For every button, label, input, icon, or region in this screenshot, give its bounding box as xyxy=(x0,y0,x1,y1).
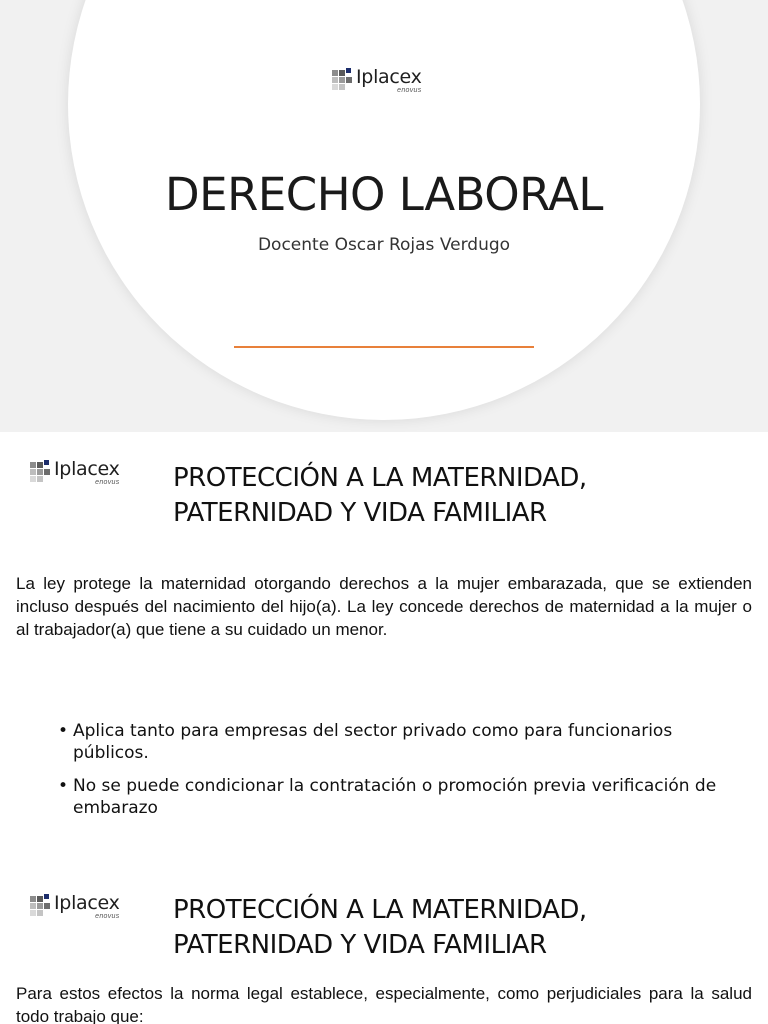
intro-paragraph: La ley protege la maternidad otorgando derechos a la mujer embarazada, que se extienden incluso después del nacimiento del hijo(a). La ley concede derechos de maternidad a la mujer o al trabajador(a) que tiene a su cuidado un menor. xyxy=(16,574,752,639)
pixel-grid-logo-icon xyxy=(332,70,354,90)
logo-tagline: enovus xyxy=(95,913,120,920)
slide-title xyxy=(173,893,587,963)
slide-title xyxy=(173,461,587,531)
maternity-protection-slide xyxy=(0,432,768,862)
logo-name: Iplacex xyxy=(54,458,120,480)
bullet-item: • Aplica tanto para empresas del sector privado como para funcionarios públicos. xyxy=(58,720,738,764)
slide-title-line-1: PROTECCIÓN A LA MATERNIDAD, xyxy=(173,895,587,925)
slide-title-line-2: PATERNIDAD Y VIDA FAMILIAR xyxy=(173,498,547,528)
presenter-name: Docente Oscar Rojas Verdugo xyxy=(257,235,511,255)
iplacex-logo xyxy=(332,66,422,94)
slide-title-line-2: PATERNIDAD Y VIDA FAMILIAR xyxy=(173,930,547,960)
title-slide xyxy=(0,0,768,432)
maternity-protection-slide-continued xyxy=(0,862,768,1024)
iplacex-logo xyxy=(30,458,120,486)
logo-name: Iplacex xyxy=(54,892,120,914)
pixel-grid-logo-icon xyxy=(30,896,52,916)
bullet-list xyxy=(58,720,738,830)
slide-title-line-1: PROTECCIÓN A LA MATERNIDAD, xyxy=(173,463,587,493)
iplacex-logo xyxy=(30,892,120,920)
intro-paragraph: Para estos efectos la norma legal establece, especialmente, como perjudiciales para la salud todo trabajo que: xyxy=(16,984,752,1024)
pixel-grid-logo-icon xyxy=(30,462,52,482)
logo-tagline: enovus xyxy=(95,479,120,486)
accent-divider xyxy=(234,346,534,348)
logo-tagline: enovus xyxy=(397,87,422,94)
presentation-title: DERECHO LABORAL xyxy=(165,168,603,221)
logo-name: Iplacex xyxy=(356,66,422,88)
bullet-item: • No se puede condicionar la contratación o promoción previa verificación de embarazo xyxy=(58,775,738,819)
